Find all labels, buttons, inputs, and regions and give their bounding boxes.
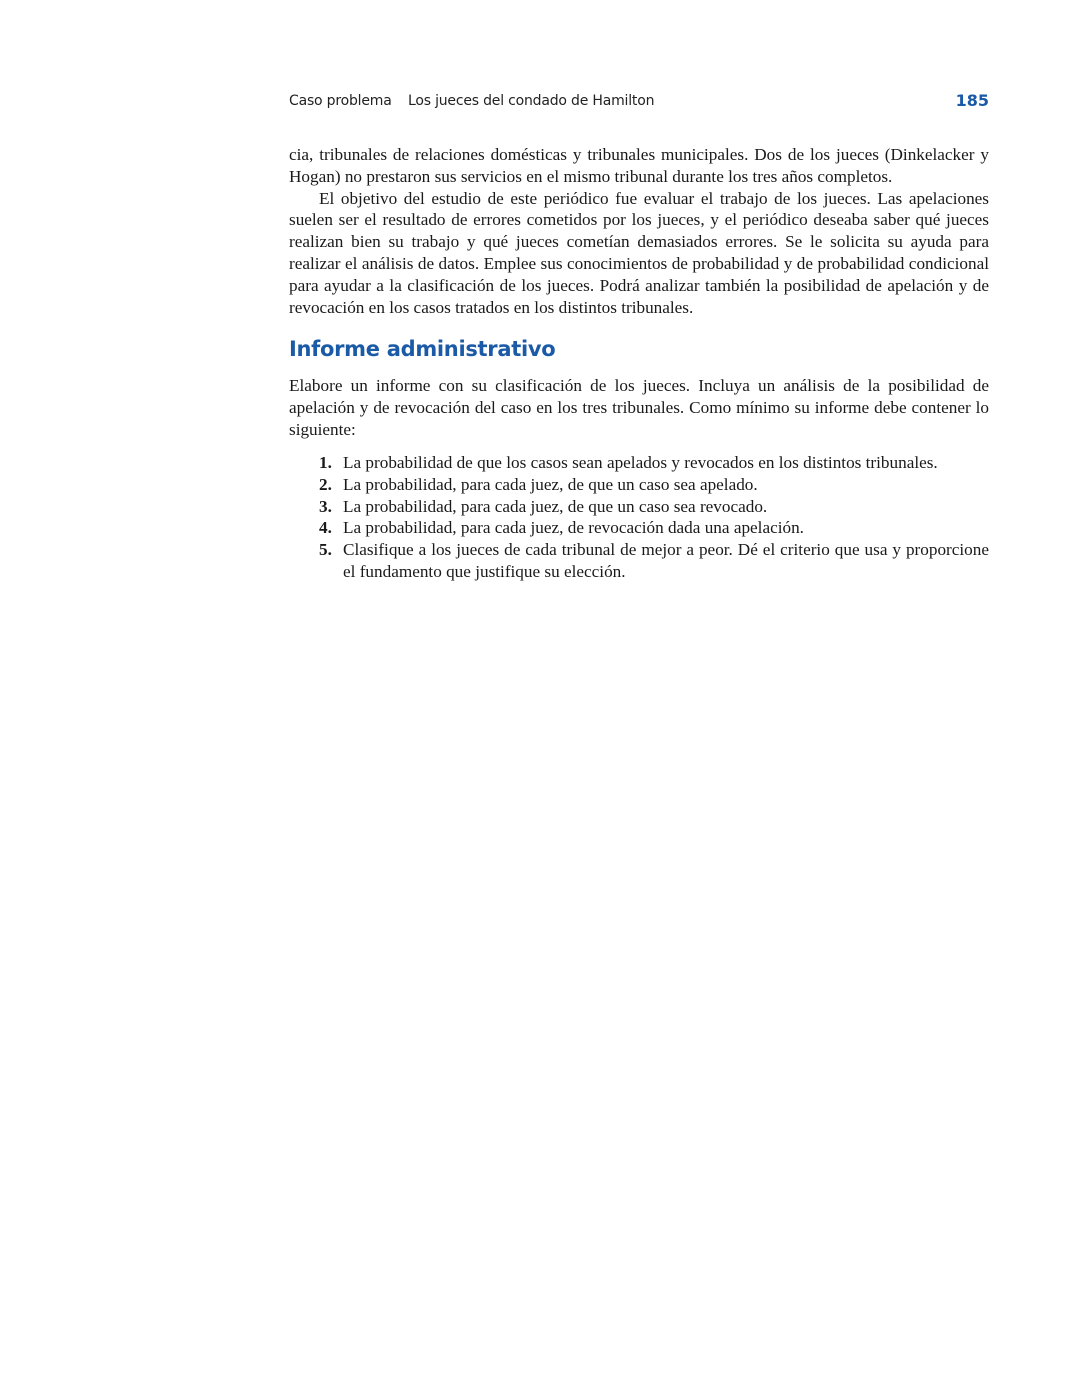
list-item [289, 496, 989, 518]
list-item-text: La probabilidad de que los casos sean apelados y revocados en los distintos tribunales. [343, 453, 938, 472]
report-intro-paragraph: Elabore un informe con su clasificación de los jueces. Incluya un análisis de la posibilidad de apelación y de revocación del caso en los tres tribunales. Como mínimo su informe debe contener lo siguiente: [289, 376, 989, 439]
header-chapter-title: Los jueces del condado de Hamilton [408, 93, 655, 109]
list-item-text: Clasifique a los jueces de cada tribunal de mejor a peor. Dé el criterio que usa y proporcione el fundamento que justifique su elección. [343, 540, 989, 581]
requirements-list [289, 452, 989, 583]
body-paragraph-objective: El objetivo del estudio de este periódico fue evaluar el trabajo de los jueces. Las apelaciones suelen ser el resultado de errores cometidos por los jueces, y el periódico deseaba saber qué jueces realizan bien su trabajo y qué jueces cometían demasiados errores. Se le solicita su ayuda para realizar el análisis de datos. Emplee sus conocimientos de probabilidad y de probabilidad condicional para ayudar a la clasificación de los jueces. Podrá analizar también la posibilidad de apelación y de revocación en los casos tratados en los distintos tribunales. [289, 188, 989, 317]
list-item-number: 1. [319, 453, 332, 472]
body-paragraph-continuation: cia, tribunales de relaciones domésticas y tribunales municipales. Dos de los jueces (Dinkelacker y Hogan) no prestaron sus servicios en el mismo tribunal durante los tres años completos. [289, 145, 989, 186]
list-item-text: La probabilidad, para cada juez, de revocación dada una apelación. [343, 518, 804, 538]
page-number: 185 [955, 91, 989, 110]
header-section-label: Caso problema [289, 93, 392, 109]
list-item-number: 2. [319, 474, 332, 494]
section-heading: Informe administrativo [289, 337, 556, 361]
list-item [289, 452, 989, 474]
list-item-text: La probabilidad, para cada juez, de que un caso sea revocado. [343, 496, 768, 516]
list-item-number: 3. [319, 496, 332, 516]
list-item [289, 474, 989, 496]
list-item-number: 5. [319, 540, 332, 560]
list-item [289, 517, 989, 539]
list-item [289, 539, 989, 583]
body-text [289, 144, 989, 318]
list-item-text: La probabilidad, para cada juez, de que un caso sea apelado. [343, 474, 758, 494]
running-header [289, 90, 989, 114]
list-item-number: 4. [319, 518, 332, 538]
